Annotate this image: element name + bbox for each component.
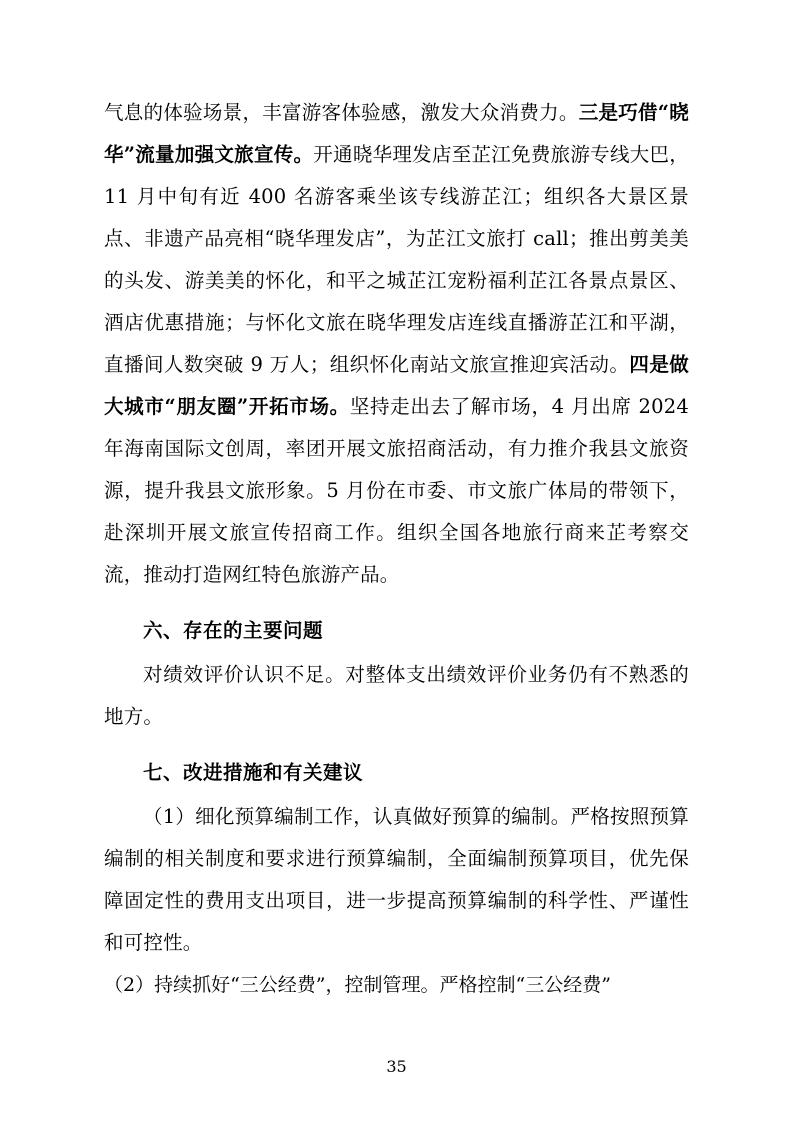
section-heading-six: 六、存在的主要问题 [143, 619, 324, 642]
paragraph-continuation [104, 92, 689, 596]
run-bold-1: 三是巧借“晓华”流量加强文旅宣传。 [104, 101, 689, 166]
paragraph-text [104, 92, 689, 596]
section-seven-body [104, 796, 689, 1006]
section-six-paragraph: 对绩效评价认识不足。对整体支出绩效评价业务仍有不熟悉的地方。 [104, 663, 689, 728]
section-seven-item-2: （2）持续抓好“三公经费”，控制管理。严格控制“三公经费” [104, 974, 611, 996]
page-number: 35 [386, 1057, 407, 1076]
run-bold-2: 四是做大城市“朋友圈”开拓市场。 [104, 353, 689, 418]
section-seven-item-1: （1）细化预算编制工作，认真做好预算的编制。严格按照预算编制的相关制度和要求进行预算编制，全面编制预算项目，优先保障固定性的费用支出项目，进一步提高预算编制的科学性、严谨性和可控性。 [104, 805, 689, 954]
run-plain-2: 开通晓华理发店至芷江免费旅游专线大巴，11 月中旬有近 400 名游客乘坐该专线游芷江；组织各大景区景点、非遗产品亮相“晓华理发店”，为芷江文旅打 call；推出剪美美的头发、游美美的怀化，和平之城芷江宠粉福利芷江各景点景区、酒店优惠措施；与怀化文旅在晓华理发店连线直播游芷江和平湖，直播间人数突破 9 万人；组织怀化南站文旅宣推迎宾活动。 [104, 143, 689, 376]
section-six-body [104, 654, 689, 738]
section-heading-seven: 七、改进措施和有关建议 [143, 761, 364, 784]
run-plain-3: 坚持走出去了解市场，4 月出席 2024 年海南国际文创周，率团开展文旅招商活动，有力推介我县文旅资源，提升我县文旅形象。5 月份在市委、市文旅广体局的带领下，赴深圳开展文旅宣传招商工作。组织全国各地旅行商来芷考察交流，推动打造网红特色旅游产品。 [104, 395, 689, 586]
run-plain-1: 气息的体验场景，丰富游客体验感，激发大众消费力。 [104, 101, 579, 124]
